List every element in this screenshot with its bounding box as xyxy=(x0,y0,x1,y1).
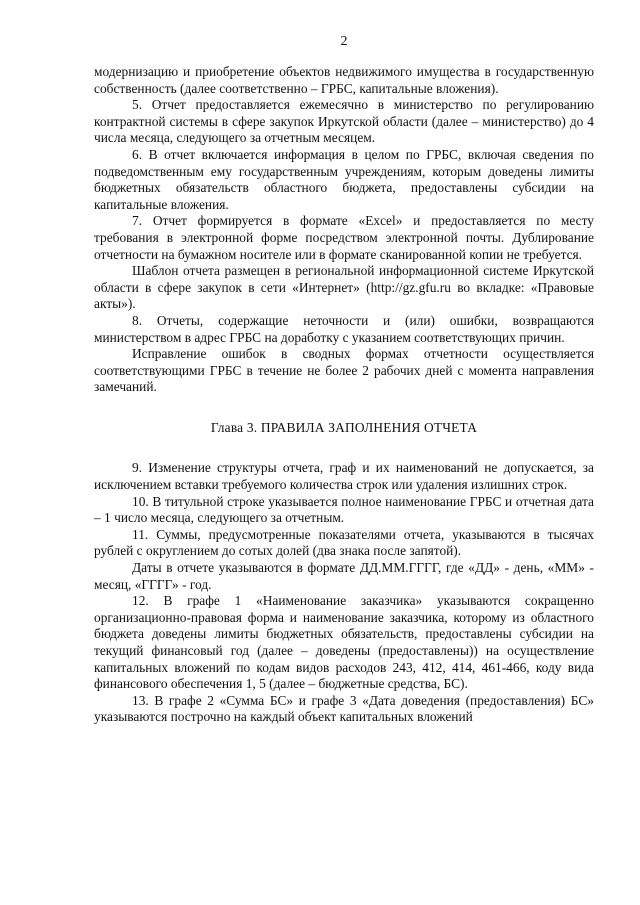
paragraphs-before-chapter xyxy=(94,64,594,396)
paragraph: 6. В отчет включается информация в целом по ГРБС, включая сведения по подведомственным ему государственным учреждениям, которым доведены лимиты бюджетных обязательств областного бюджета, предоставлены субсидии на капитальные вложения. xyxy=(94,146,594,212)
paragraph: 8. Отчеты, содержащие неточности и (или) ошибки, возвращаются министерством в адрес ГРБС на доработку с указанием соответствующих причин. xyxy=(94,312,594,345)
paragraph: 13. В графе 2 «Сумма БС» и графе 3 «Дата доведения (предоставления) БС» указываются построчно на каждый объект капитальных вложений xyxy=(94,692,594,725)
paragraph: 7. Отчет формируется в формате «Excel» и предоставляется по месту требования в электронной форме посредством электронной почты. Дублирование отчетности на бумажном носителе или в формате сканированной копии не требуется. xyxy=(94,213,594,262)
paragraph: Шаблон отчета размещен в региональной информационной системе Иркутской области в сфере закупок в сети «Интернет» (http://gz.gfu.ru во вкладке: «Правовые акты»). xyxy=(94,263,594,312)
paragraph: 9. Изменение структуры отчета, граф и их наименований не допускается, за исключением вставки требуемого количества строк или удаления излишних строк. xyxy=(94,460,594,493)
paragraph: Исправление ошибок в сводных формах отчетности осуществляется соответствующими ГРБС в течение не более 2 рабочих дней с момента направления замечаний. xyxy=(94,346,594,395)
paragraph: модернизацию и приобретение объектов недвижимого имущества в государственную собственность (далее соответственно – ГРБС, капитальные вложения). xyxy=(94,64,594,96)
paragraph: 12. В графе 1 «Наименование заказчика» указываются сокращенно организационно-правовая форма и наименование заказчика, которому из областного бюджета доведены лимиты бюджетных обязательств, предоставлены субсидии на текущий финансовый год (далее – доведены (предоставлены)) на осуществление капитальных вложений по кодам видов расходов 243, 412, 414, 461-466, коду вида финансового обеспечения 1, 5 (далее – бюджетные средства, БС). xyxy=(94,593,594,692)
paragraph: 5. Отчет предоставляется ежемесячно в министерство по регулированию контрактной системы в сфере закупок Иркутской области (далее – министерство) до 4 числа месяца, следующего за отчетным месяцем. xyxy=(94,97,594,146)
paragraph: Даты в отчете указываются в формате ДД.ММ.ГГГГ, где «ДД» - день, «ММ» - месяц, «ГГГГ» - год. xyxy=(94,560,594,592)
chapter-title: Глава 3. ПРАВИЛА ЗАПОЛНЕНИЯ ОТЧЕТА xyxy=(210,419,478,435)
page-number: 2 xyxy=(340,34,348,49)
paragraph: 11. Суммы, предусмотренные показателями отчета, указываются в тысячах рублей с округлением до сотых долей (два знака после запятой). xyxy=(94,526,594,559)
document-body xyxy=(94,64,594,726)
paragraph: 10. В титульной строке указывается полное наименование ГРБС и отчетная дата – 1 число месяца, следующего за отчетным. xyxy=(94,493,594,526)
paragraphs-after-chapter xyxy=(94,460,594,726)
